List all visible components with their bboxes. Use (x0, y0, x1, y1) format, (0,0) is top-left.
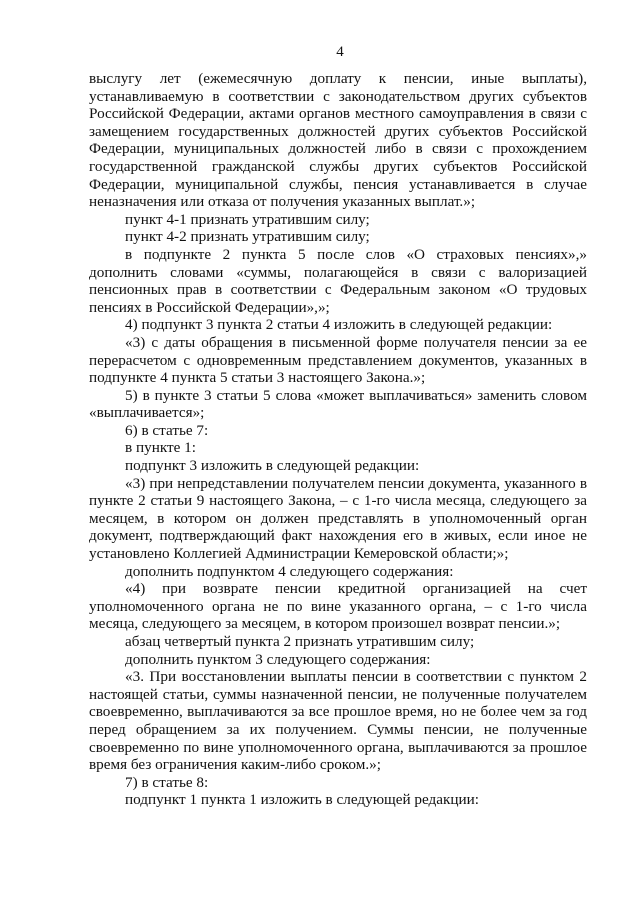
paragraph: 7) в статье 8: (125, 773, 209, 791)
paragraph: подпункт 1 пункта 1 изложить в следующей редакции: (125, 791, 479, 809)
paragraph: в подпункте 2 пункта 5 после слов «О страховых пенсиях»,» дополнить словами «суммы, полагающейся в связи с валоризацией пенсионных прав в соответствии с Федеральным законом «О трудовых пенсиях в Российской Федерации»,»; (89, 245, 587, 316)
paragraph: 6) в статье 7: (125, 421, 209, 439)
paragraph: подпункт 3 изложить в следующей редакции: (125, 457, 420, 475)
paragraph: 5) в пункте 3 статьи 5 слова «может выплачиваться» заменить словом «выплачивается»; (89, 386, 587, 422)
paragraph: дополнить подпунктом 4 следующего содержания: (125, 562, 454, 580)
paragraph: дополнить пунктом 3 следующего содержания: (125, 650, 431, 668)
paragraph: 4) подпункт 3 пункта 2 статьи 4 изложить в следующей редакции: (125, 316, 553, 334)
paragraph: «3. При восстановлении выплаты пенсии в соответствии с пунктом 2 настоящей статьи, суммы назначенной пенсии, не полученные получателем своевременно, выплачиваются за все прошлое время, но не более чем за год перед обращением за их получением. Суммы пенсии, не полученные своевременно по вине уполномоченного органа, выплачиваются за прошлое время без ограничения каким-либо сроком.»; (89, 668, 587, 774)
paragraph: «3) при непредставлении получателем пенсии документа, указанного в пункте 2 статьи 9 настоящего Закона, – с 1-го числа месяца, следующего за месяцем, в котором он должен представлять в уполномоченный орган документ, подтверждающий факт нахождения его в живых, если иное не установлено Коллегией Администрации Кемеровской области;»; (89, 474, 587, 563)
document-body (89, 70, 587, 809)
paragraph: абзац четвертый пункта 2 признать утратившим силу; (125, 633, 475, 650)
paragraph: в пункте 1: (125, 439, 196, 457)
paragraph: пункт 4-2 признать утратившим силу; (125, 228, 370, 246)
paragraph: «4) при возврате пенсии кредитной организацией на счет уполномоченного органа не по вине указанного органа, – с 1-го числа месяца, следующего за месяцем, в котором произошел возврат пенсии.»; (89, 580, 587, 633)
paragraph: «3) с даты обращения в письменной форме получателя пенсии за ее перерасчетом с одновременным представлением документов, указанных в подпункте 4 пункта 5 статьи 3 настоящего Закона.»; (89, 333, 587, 387)
page-number: 4 (336, 44, 344, 60)
paragraph: выслугу лет (ежемесячную доплату к пенсии, иные выплаты), устанавливаемую в соответствии с законодательством других субъектов Российской Федерации, актами органов местного самоуправления в связи с замещением государственных должностей других субъектов Российской Федерации, муниципальных должностей либо в связи с прохождением государственной гражданской службы других субъектов Российской Федерации, муниципальной службы, пенсия устанавливается в случае неназначения или отказа от получения указанных выплат.»; (89, 70, 587, 211)
paragraph: пункт 4-1 признать утратившим силу; (125, 210, 370, 228)
